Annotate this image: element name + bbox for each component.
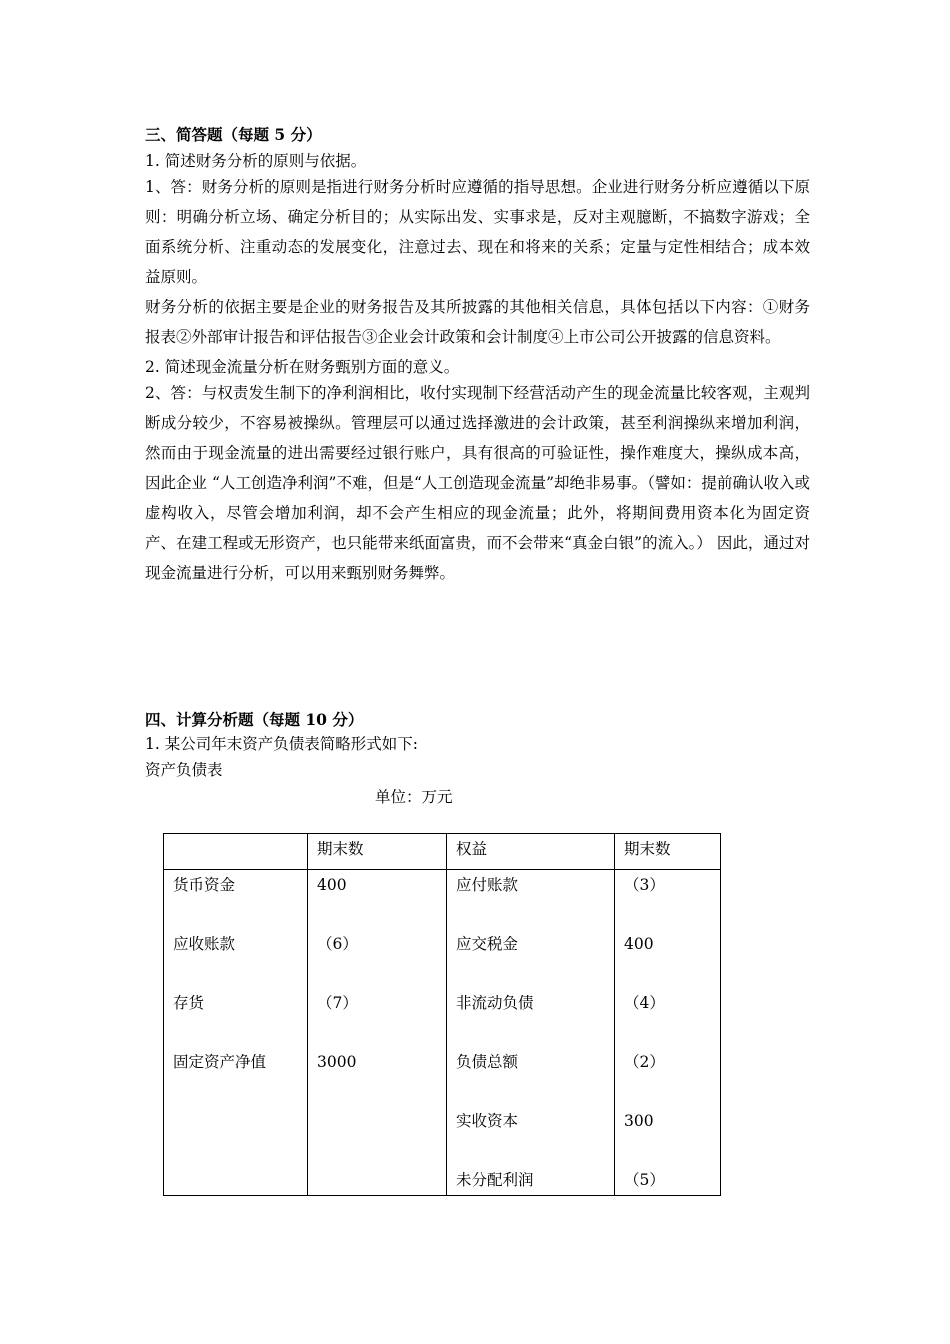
table-header-row: [164, 834, 721, 870]
table-cell: 未分配利润: [447, 1165, 615, 1196]
table-title: 资产负债表: [145, 761, 223, 779]
table-cell: 固定资产净值: [164, 1047, 308, 1106]
table-row: [164, 1047, 721, 1106]
table-cell: （6）: [308, 929, 447, 988]
answer-1-paragraph-1: 1、答：财务分析的原则是指进行财务分析时应遵循的指导思想。企业进行财务分析应遵循以下原则：明确分析立场、确定分析目的；从实际出发、实事求是，反对主观臆断，不搞数字游戏；全面系统分析、注重动态的发展变化，注意过去、现在和将来的关系；定量与定性相结合；成本效益原则。: [145, 178, 810, 286]
table-cell: 应付账款: [447, 870, 615, 930]
table-row: [164, 929, 721, 988]
table-cell: 应交税金: [447, 929, 615, 988]
table-row: [164, 1165, 721, 1196]
table-cell: 3000: [308, 1047, 447, 1106]
unit-label: 单位：万元: [375, 788, 453, 806]
header-cell: [164, 834, 308, 870]
table-row: [164, 1106, 721, 1165]
table-cell: （7）: [308, 988, 447, 1047]
table-cell: （4）: [615, 988, 721, 1047]
answer-1-paragraph-2: 财务分析的依据主要是企业的财务报告及其所披露的其他相关信息，具体包括以下内容：①财务报表②外部审计报告和评估报告③企业会计政策和会计制度④上市公司公开披露的信息资料。: [145, 298, 810, 346]
table-cell: 应收账款: [164, 929, 308, 988]
table-cell: [308, 1106, 447, 1165]
section-3: [145, 124, 810, 588]
calc-question-1: 1. 某公司年末资产负债表简略形式如下:: [145, 735, 418, 753]
table-row: [164, 988, 721, 1047]
table-cell: 300: [615, 1106, 721, 1165]
table-cell: （2）: [615, 1047, 721, 1106]
section-4: [145, 709, 810, 783]
table-cell: （3）: [615, 870, 721, 930]
table-cell: 实收资本: [447, 1106, 615, 1165]
header-cell: 权益: [447, 834, 615, 870]
table-cell: （5）: [615, 1165, 721, 1196]
answer-2-paragraph: 2、答：与权责发生制下的净利润相比，收付实现制下经营活动产生的现金流量比较客观，主观判断成分较少，不容易被操纵。管理层可以通过选择激进的会计政策，甚至利润操纵来增加利润，然而由于现金流量的进出需要经过银行账户，具有很高的可验证性，操作难度大，操纵成本高，因此企业 “人工创造净利润”不难，但是“人工创造现金流量”却绝非易事。（譬如：提前确认收入或虚构收入，尽管会增加利润，却不会产生相应的现金流量；此外，将期间费用资本化为固定资产、在建工程或无形资产，也只能带来纸面富贵，而不会带来“真金白银”的流入。） 因此，通过对现金流量进行分析，可以用来甄别财务舞弊。: [145, 384, 810, 582]
table-cell: 货币资金: [164, 870, 308, 930]
table-cell: [308, 1165, 447, 1196]
table-row: [164, 870, 721, 930]
table-cell: [164, 1165, 308, 1196]
header-cell: 期末数: [308, 834, 447, 870]
question-1: 1. 简述财务分析的原则与依据。: [145, 152, 367, 170]
table-cell: 负债总额: [447, 1047, 615, 1106]
table-cell: 存货: [164, 988, 308, 1047]
section-4-heading: 四、计算分析题（每题 10 分）: [145, 710, 364, 729]
table-cell: 400: [615, 929, 721, 988]
question-2: 2. 简述现金流量分析在财务甄别方面的意义。: [145, 358, 460, 376]
table-cell: 400: [308, 870, 447, 930]
table-cell: 非流动负债: [447, 988, 615, 1047]
table-cell: [164, 1106, 308, 1165]
section-3-heading: 三、简答题（每题 5 分）: [145, 125, 322, 144]
balance-sheet-table: [163, 833, 721, 1196]
header-cell: 期末数: [615, 834, 721, 870]
